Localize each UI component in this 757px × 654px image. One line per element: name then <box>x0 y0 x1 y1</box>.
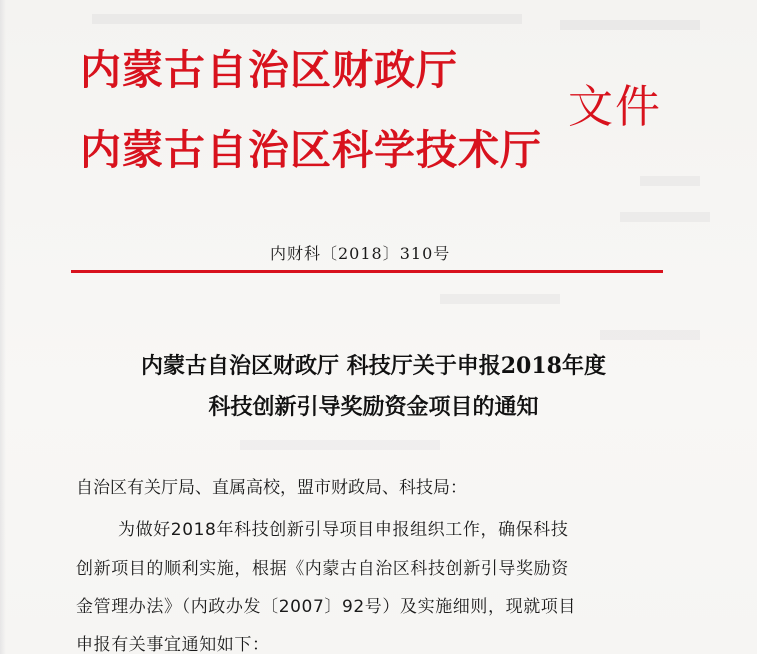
bleed-through-texture <box>640 176 700 186</box>
salutation: 自治区有关厅局、直属高校，盟市财政局、科技局： <box>76 478 467 498</box>
bleed-through-texture <box>240 440 440 450</box>
bleed-through-texture <box>620 212 710 222</box>
body-paragraph-line: 金管理办法》（内政办发〔2007〕92号）及实施细则，现就项目 <box>76 597 576 617</box>
bleed-through-texture <box>92 14 522 24</box>
issuing-agency-finance: 内蒙古自治区财政厅 <box>80 46 458 94</box>
body-paragraph-line: 申报有关事宜通知如下： <box>76 635 270 654</box>
body-paragraph-line: 创新项目的顺利实施，根据《内蒙古自治区科技创新引导奖励资 <box>76 559 569 579</box>
issuing-agency-science: 内蒙古自治区科学技术厅 <box>80 126 542 174</box>
body-paragraph-line: 为做好2018年科技创新引导项目申报组织工作，确保科技 <box>118 520 569 540</box>
document-number: 内财科〔2018〕310号 <box>270 244 451 263</box>
notice-title-line-2: 科技创新引导奖励资金项目的通知 <box>208 394 539 420</box>
scan-edge-shadow <box>0 0 6 654</box>
bleed-through-texture <box>600 330 700 340</box>
bleed-through-texture <box>440 294 560 304</box>
notice-title-line-1: 内蒙古自治区财政厅 科技厅关于申报2018年度 <box>141 353 606 379</box>
bleed-through-texture <box>560 20 700 30</box>
document-type-label: 文件 <box>568 80 663 133</box>
red-separator-line <box>71 270 663 273</box>
